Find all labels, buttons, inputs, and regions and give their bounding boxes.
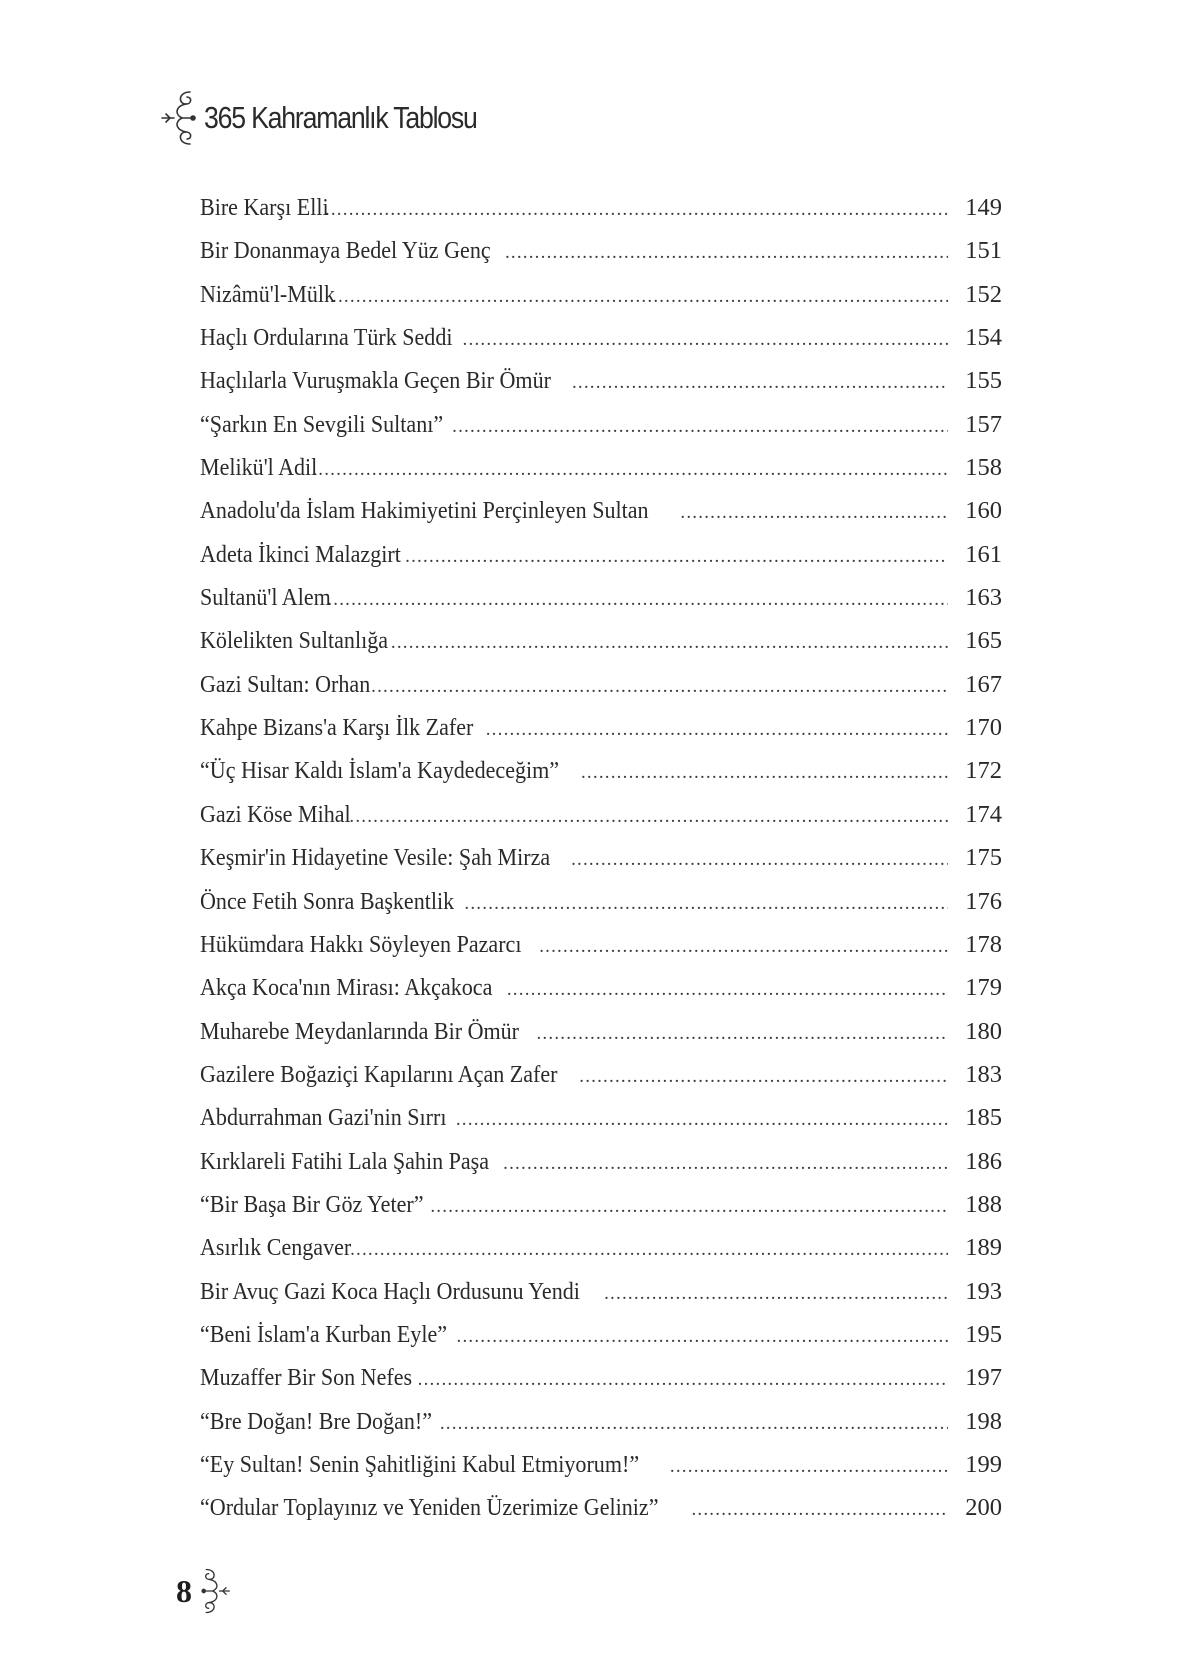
scroll-flourish-icon [193, 1565, 231, 1617]
dot-leader [539, 925, 948, 968]
dot-leader [312, 448, 948, 491]
toc-entry [200, 1400, 1002, 1443]
table-of-contents [200, 186, 1002, 1530]
toc-entry-page: 149 [965, 194, 1002, 221]
dot-leader [572, 361, 948, 404]
toc-entry-page: 186 [965, 1147, 1002, 1175]
toc-entry [200, 706, 1002, 749]
toc-entry-title: Asırlık Cengaver [200, 1234, 352, 1262]
toc-entry-title: Kırklareli Fatihi Lala Şahin Paşa [200, 1147, 490, 1175]
toc-entry-title: “Şarkın En Sevgili Sultanı” [200, 410, 444, 438]
toc-entry-page: 178 [965, 930, 1002, 958]
toc-entry-title: Sultanü'l Alem [200, 584, 331, 612]
toc-entry [200, 1010, 1002, 1053]
toc-entry-page: 199 [965, 1450, 1002, 1478]
toc-entry-page: 154 [965, 324, 1002, 352]
toc-entry-title: Akça Koca'nın Mirası: Akçakoca [200, 974, 493, 1002]
toc-entry [200, 619, 1002, 662]
dot-leader [440, 1402, 948, 1445]
toc-entry [200, 1053, 1002, 1096]
toc-entry [200, 1313, 1002, 1356]
dot-leader [463, 318, 948, 361]
dot-leader [486, 708, 948, 751]
toc-entry-title: Nizâmü'l-Mülk [200, 280, 336, 308]
dot-leader [680, 491, 948, 534]
toc-entry [200, 446, 1002, 489]
scroll-flourish-icon [160, 89, 206, 147]
toc-entry-page: 174 [965, 800, 1002, 828]
toc-entry-page: 151 [965, 237, 1002, 265]
toc-entry-page: 180 [965, 1017, 1002, 1045]
toc-entry [200, 1270, 1002, 1313]
toc-entry-title: Abdurrahman Gazi'nin Sırrı [200, 1104, 447, 1132]
toc-entry-title: Haçlı Ordularına Türk Seddi [200, 324, 453, 352]
running-header [160, 88, 521, 148]
book-title: 365 Kahramanlık Tablosu [204, 100, 477, 135]
toc-entry-page: 179 [965, 974, 1002, 1002]
toc-entry-title: “Bre Doğan! Bre Doğan!” [200, 1407, 433, 1435]
toc-entry-title: Kölelikten Sultanlığa [200, 627, 389, 655]
toc-entry-title: “Ordular Toplayınız ve Yeniden Üzerimize Geliniz” [200, 1494, 659, 1522]
toc-entry-page: 175 [965, 844, 1002, 872]
toc-entry [200, 923, 1002, 966]
toc-entry [200, 1356, 1002, 1399]
dot-leader [418, 1358, 948, 1401]
toc-entry-page: 172 [965, 757, 1002, 785]
toc-entry-title: “Üç Hisar Kaldı İslam'a Kaydedeceğim” [200, 757, 560, 785]
toc-entry [200, 880, 1002, 923]
toc-entry-title: Keşmir'in Hidayetine Vesile: Şah Mirza [200, 844, 551, 872]
toc-entry-title: “Beni İslam'a Kurban Eyle” [200, 1320, 448, 1348]
toc-entry [200, 1226, 1002, 1269]
toc-entry-page: 167 [965, 670, 1002, 698]
toc-entry-page: 160 [965, 497, 1002, 525]
toc-entry-title: Bire Karşı Elli [200, 194, 329, 221]
toc-entry-page: 176 [965, 887, 1002, 915]
toc-entry [200, 489, 1002, 532]
dot-leader [325, 188, 948, 231]
toc-entry [200, 1183, 1002, 1226]
toc-entry-title: Önce Fetih Sonra Başkentlik [200, 887, 455, 915]
toc-entry [200, 1443, 1002, 1486]
toc-entry [200, 1140, 1002, 1183]
dot-leader [349, 795, 948, 838]
dot-leader [503, 1142, 948, 1185]
toc-entry-title: Muzaffer Bir Son Nefes [200, 1364, 413, 1392]
dot-leader [327, 578, 948, 621]
dot-leader [350, 1228, 948, 1271]
dot-leader [430, 1185, 948, 1228]
dot-leader [604, 1272, 948, 1315]
toc-entry [200, 663, 1002, 706]
toc-entry-page: 198 [965, 1407, 1002, 1435]
toc-entry [200, 793, 1002, 836]
toc-entry-title: Bir Avuç Gazi Koca Haçlı Ordusunu Yendi [200, 1277, 580, 1305]
toc-entry-page: 163 [965, 584, 1002, 612]
toc-entry-title: Muharebe Meydanlarında Bir Ömür [200, 1017, 520, 1045]
toc-entry [200, 1486, 1002, 1529]
toc-entry-title: Gazi Köse Mihal [200, 800, 351, 828]
toc-entry-title: Adeta İkinci Malazgirt [200, 540, 401, 568]
dot-leader [332, 275, 948, 318]
toc-entry [200, 186, 1002, 229]
toc-entry [200, 966, 1002, 1009]
toc-entry-page: 200 [965, 1494, 1002, 1522]
toc-entry-page: 165 [965, 627, 1002, 655]
toc-entry-page: 170 [965, 714, 1002, 742]
dot-leader [391, 621, 948, 664]
dot-leader [452, 405, 948, 448]
toc-entry-page: 193 [965, 1277, 1002, 1305]
page-number: 8 [176, 1572, 192, 1609]
dot-leader [670, 1445, 948, 1488]
toc-entry-title: “Ey Sultan! Senin Şahitliğini Kabul Etmiyorum!” [200, 1450, 640, 1478]
toc-entry-page: 183 [965, 1060, 1002, 1088]
toc-entry-title: Gazilere Boğaziçi Kapılarını Açan Zafer [200, 1060, 558, 1088]
dot-leader [571, 838, 948, 881]
toc-entry-page: 152 [965, 280, 1002, 308]
toc-entry-page: 155 [965, 367, 1002, 395]
dot-leader [457, 1315, 949, 1358]
toc-entry-page: 189 [965, 1234, 1002, 1262]
toc-entry-page: 158 [965, 454, 1002, 482]
dot-leader [405, 535, 948, 578]
toc-entry [200, 1096, 1002, 1139]
toc-entry-title: Gazi Sultan: Orhan [200, 670, 371, 698]
dot-leader [505, 231, 948, 274]
toc-entry-title: Anadolu'da İslam Hakimiyetini Perçinleyen Sultan [200, 497, 649, 525]
toc-entry-page: 195 [965, 1320, 1002, 1348]
dot-leader [456, 1098, 948, 1141]
toc-entry [200, 533, 1002, 576]
toc-entry-page: 161 [965, 540, 1002, 568]
dot-leader [691, 1488, 948, 1531]
toc-entry-title: Melikü'l Adil [200, 454, 318, 482]
toc-entry-title: Haçlılarla Vuruşmakla Geçen Bir Ömür [200, 367, 551, 395]
toc-entry [200, 749, 1002, 792]
toc-entry [200, 273, 1002, 316]
toc-entry-title: “Bir Başa Bir Göz Yeter” [200, 1190, 424, 1218]
dot-leader [536, 1012, 948, 1055]
toc-entry [200, 836, 1002, 879]
toc-entry [200, 403, 1002, 446]
dot-leader [581, 751, 948, 794]
toc-entry [200, 229, 1002, 272]
toc-entry [200, 576, 1002, 619]
dot-leader [464, 882, 948, 925]
dot-leader [507, 968, 948, 1011]
toc-entry-page: 188 [965, 1190, 1002, 1218]
toc-entry-title: Bir Donanmaya Bedel Yüz Genç [200, 237, 491, 265]
toc-entry-page: 157 [965, 410, 1002, 438]
toc-entry-title: Hükümdara Hakkı Söyleyen Pazarcı [200, 930, 522, 958]
toc-entry-title: Kahpe Bizans'a Karşı İlk Zafer [200, 714, 474, 742]
dot-leader [371, 665, 948, 708]
dot-leader [579, 1055, 948, 1098]
page-footer [176, 1565, 231, 1617]
toc-entry-page: 185 [965, 1104, 1002, 1132]
toc-entry [200, 316, 1002, 359]
toc-entry-page: 197 [965, 1364, 1002, 1392]
toc-entry [200, 359, 1002, 402]
